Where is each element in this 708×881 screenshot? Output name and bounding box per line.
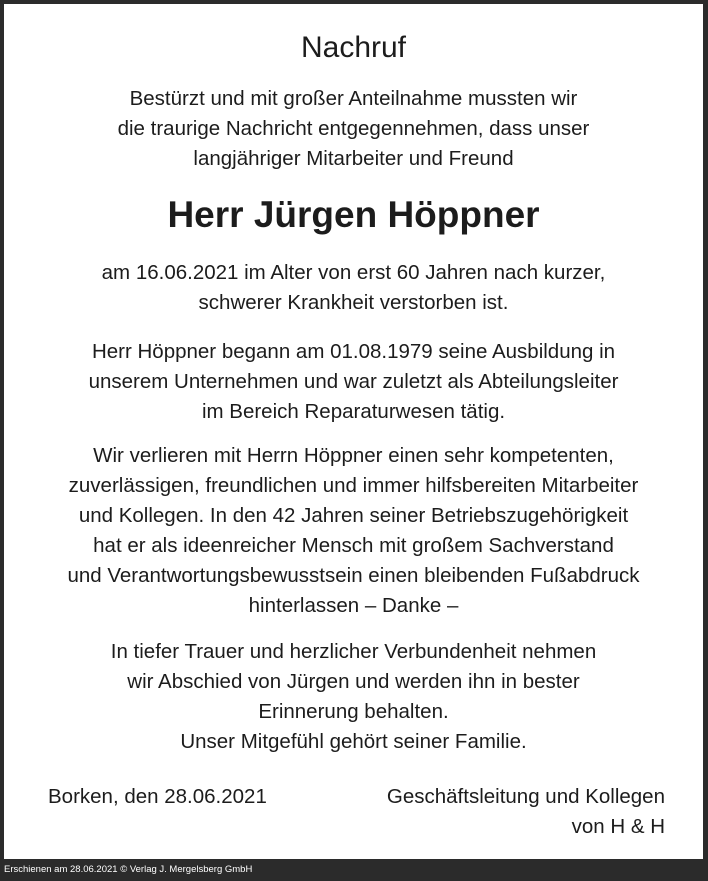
intro-line: langjähriger Mitarbeiter und Freund (193, 147, 514, 170)
signature-line: Geschäftsleitung und Kollegen (386, 785, 665, 808)
career-line: Herr Höppner begann am 01.08.1979 seine Ausbildung in (91, 340, 616, 363)
intro-line: Bestürzt und mit großer Anteilnahme mussten wir (129, 87, 578, 110)
signature-block (387, 782, 665, 842)
deceased-name: Herr Jürgen Höppner (167, 194, 540, 235)
career-line: im Bereich Reparaturwesen tätig. (201, 400, 506, 423)
tribute-line: und Verantwortungsbewusstsein einen bleibenden Fußabdruck (67, 564, 640, 587)
farewell-line: Erinnerung behalten. (258, 700, 449, 723)
farewell-line: wir Abschied von Jürgen und werden ihn in bester (127, 670, 580, 693)
death-line: am 16.06.2021 im Alter von erst 60 Jahren nach kurzer, (101, 261, 606, 284)
death-line: schwerer Krankheit verstorben ist. (198, 291, 509, 314)
farewell-line: In tiefer Trauer und herzlicher Verbundenheit nehmen (110, 640, 597, 663)
tribute-line: und Kollegen. In den 42 Jahren seiner Betriebszugehörigkeit (78, 504, 629, 527)
publication-credit: Erschienen am 28.06.2021 © Verlag J. Mergelsberg GmbH (4, 864, 253, 875)
farewell-line: Unser Mitgefühl gehört seiner Familie. (180, 730, 527, 753)
intro-paragraph (4, 84, 703, 174)
farewell-paragraph (4, 637, 703, 757)
place-date: Borken, den 28.06.2021 (48, 785, 267, 808)
signature-line: von H & H (571, 815, 665, 838)
career-line: unserem Unternehmen und war zuletzt als Abteilungsleiter (88, 370, 619, 393)
notice-title: Nachruf (300, 31, 407, 64)
tribute-line: hat er als ideenreicher Mensch mit großem Sachverstand (93, 534, 614, 557)
intro-line: die traurige Nachricht entgegennehmen, dass unser (117, 117, 590, 140)
obituary-card (4, 4, 703, 859)
tribute-line: zuverlässigen, freundlichen und immer hilfsbereiten Mitarbeiter (68, 474, 639, 497)
tribute-line: Wir verlieren mit Herrn Höppner einen sehr kompetenten, (93, 444, 614, 467)
tribute-paragraph (4, 441, 703, 621)
career-paragraph (4, 337, 703, 427)
death-paragraph (4, 258, 703, 318)
tribute-line: hinterlassen – Danke – (248, 594, 459, 617)
